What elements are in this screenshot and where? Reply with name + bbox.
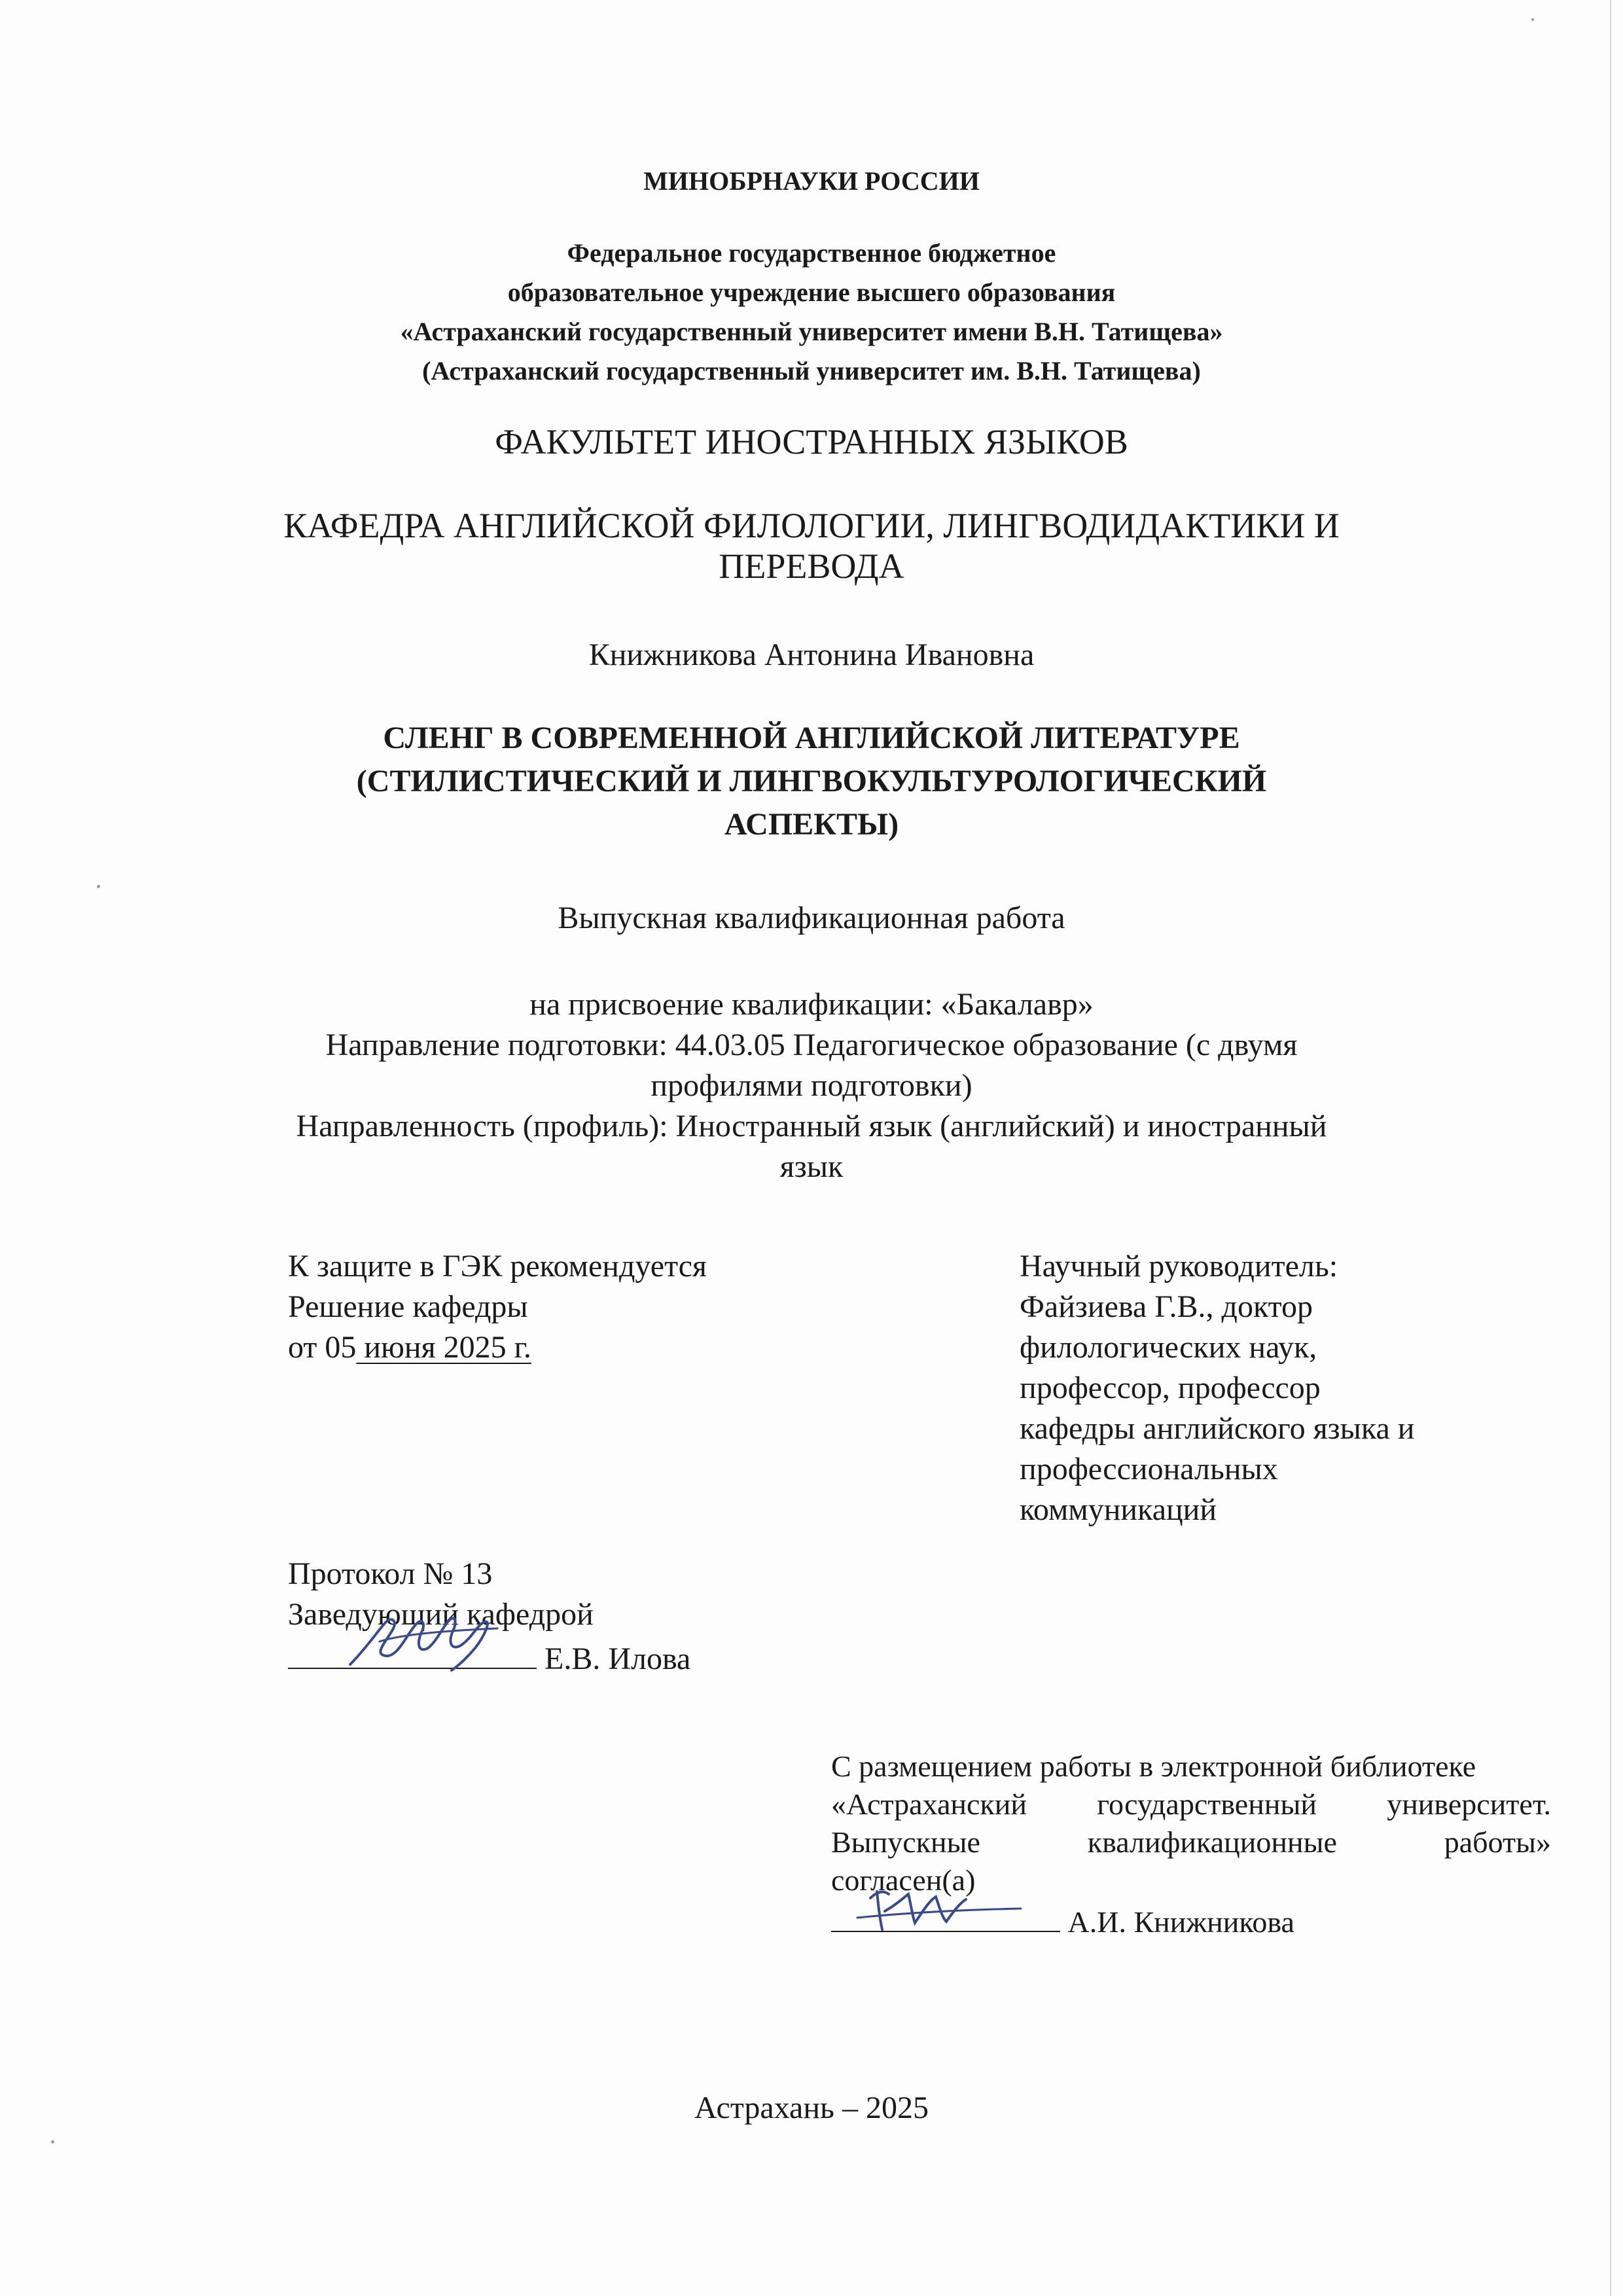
department-line-2: ПЕРЕВОДА [719,547,904,586]
supervisor-line-1: Научный руководитель: [1020,1249,1338,1283]
institution-line-1: Федеральное государственное бюджетное [567,238,1056,268]
thesis-title-line-2: (СТИЛИСТИЧЕСКИЙ И ЛИНГВОКУЛЬТУРОЛОГИЧЕСКИЙ [356,764,1267,798]
defense-recommendation-block [288,1246,707,1368]
scan-speck [1531,18,1534,21]
department-line-1: КАФЕДРА АНГЛИЙСКОЙ ФИЛОЛОГИИ, ЛИНГВОДИДАКТИКИ И [283,506,1340,545]
qualification-line-2: Направление подготовки: 44.03.05 Педагогическое образование (с двумя [325,1028,1298,1062]
supervisor-line-4: профессор, профессор [1020,1371,1321,1405]
defense-date-prefix: от 05 [288,1330,357,1365]
defense-date [288,1327,707,1368]
faculty-heading: ФАКУЛЬТЕТ ИНОСТРАННЫХ ЯЗЫКОВ [495,422,1128,461]
thesis-title-line-3: АСПЕКТЫ) [724,807,899,842]
consent-line-3-word: работы» [1444,1825,1551,1859]
qualification-line-3: профилями подготовки) [651,1068,972,1103]
head-signature-mark [288,1602,537,1674]
supervisor-line-2: Файзиева Г.В., доктор [1020,1289,1313,1324]
consent-signer-name: А.И. Книжникова [1060,1905,1294,1939]
consent-line-2-word: «Астраханский [831,1787,1027,1821]
institution-line-3: «Астраханский государственный университет имени В.Н. Татищева» [400,317,1223,346]
consent-line-2-word: государственный [1097,1787,1317,1821]
consent-signature-line [831,1899,1060,1932]
consent-signature-row [831,1899,1551,1941]
institution-line-4: (Астраханский государственный университет им. В.Н. Татищева) [422,356,1201,386]
supervisor-line-3: филологических наук, [1020,1330,1317,1365]
qualification-line-5: язык [779,1149,844,1184]
ministry-heading: МИНОБРНАУКИ РОССИИ [643,166,980,196]
consent-line-2 [831,1785,1551,1823]
institution-line-2: образовательное учреждение высшего образования [507,278,1116,307]
thesis-title-line-1: СЛЕНГ В СОВРЕМЕННОЙ АНГЛИЙСКОЙ ЛИТЕРАТУРЕ [383,721,1240,755]
consent-line-2-word: университет. [1387,1787,1551,1821]
defense-line-1: К защите в ГЭК рекомендуется [288,1249,707,1283]
consent-line-1: С размещением работы в электронной библиотеке [831,1749,1476,1783]
qualification-line-4: Направленность (профиль): Иностранный язык (английский) и иностранный [296,1109,1327,1143]
protocol-number: Протокол № 13 [288,1556,493,1591]
defense-line-2: Решение кафедры [288,1289,528,1324]
work-type: Выпускная квалификационная работа [558,901,1065,935]
head-name: Е.В. Илова [537,1641,691,1676]
head-signature-line [288,1635,537,1669]
head-of-department-title: Заведующий кафедрой [288,1597,594,1632]
library-consent-block [831,1748,1551,1941]
protocol-block [288,1554,690,1679]
supervisor-line-5: кафедры английского языка и [1020,1411,1415,1446]
supervisor-line-7: коммуникаций [1020,1492,1217,1527]
supervisor-line-6: профессиональных [1020,1452,1278,1486]
author-name: Книжникова Антонина Ивановна [588,637,1035,672]
scan-speck [51,2140,54,2144]
supervisor-block [1020,1246,1414,1530]
consent-line-4: согласен(а) [831,1863,976,1897]
consent-line-3 [831,1823,1551,1861]
defense-date-value: июня 2025 г. [356,1330,531,1365]
scan-speck [97,885,100,888]
consent-line-3-word: квалификационные [1087,1825,1337,1859]
consent-signature-mark [831,1872,1060,1937]
head-signature-row [288,1635,690,1679]
qualification-line-1: на присвоение квалификации: «Бакалавр» [529,987,1094,1022]
city-year-footer: Астрахань – 2025 [694,2090,929,2125]
consent-line-3-word: Выпускные [831,1825,980,1859]
